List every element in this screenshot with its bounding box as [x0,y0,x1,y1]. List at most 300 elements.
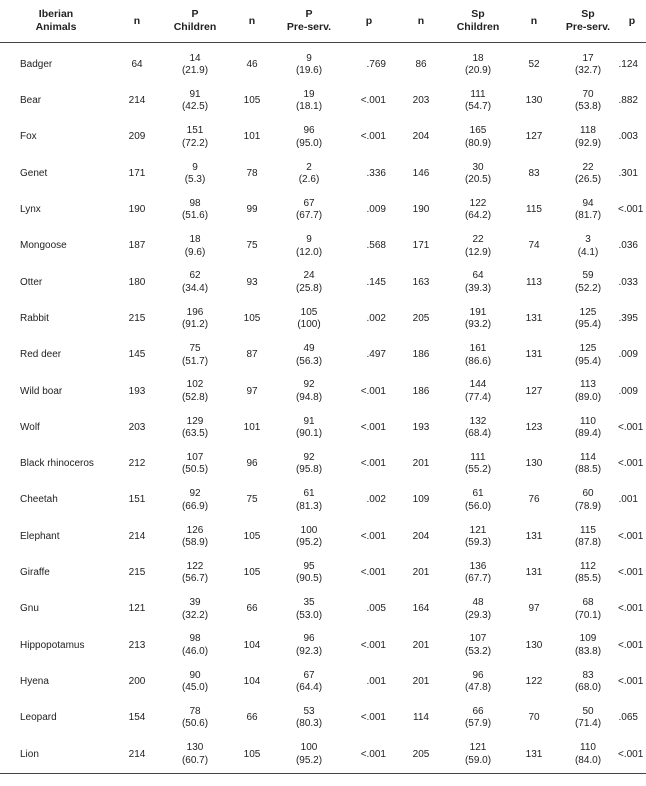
percent-value: (20.9) [464,65,492,77]
cell-p-value: .882 [618,95,638,107]
cell-p-value: <.001 [618,458,644,470]
cell-animal: Cheetah [20,494,58,506]
percent-value: (29.3) [464,609,492,621]
cell-n: 201 [412,458,430,470]
cell-sp-children [446,43,510,84]
percent-value: (72.2) [181,137,209,149]
cell-p-preserv [276,700,342,736]
count-value: 111 [470,88,486,100]
cell-n: 171 [128,167,146,179]
cell-sp-children [446,446,510,482]
count-value: 66 [472,705,484,717]
percent-value: (90.1) [295,428,323,440]
cell-n: 200 [128,675,146,687]
cell-n: 109 [412,494,430,506]
cell-n: 131 [525,530,543,542]
cell-n: 215 [128,312,146,324]
cell-n: 104 [243,675,261,687]
cell-n: 105 [243,312,261,324]
percent-value: (67.7) [464,573,492,585]
percent-value: (71.4) [574,718,602,730]
cell-n: 164 [412,603,430,615]
percent-value: (100) [297,319,321,331]
cell-p-children [162,555,228,591]
cell-n: 190 [412,204,430,216]
cell-n: 66 [246,712,258,724]
cell-n: 190 [128,204,146,216]
cell-p-value: .002 [366,494,386,506]
cell-n: 204 [412,131,430,143]
cell-sp-children [446,374,510,410]
count-value: 151 [186,125,204,137]
cell-p-preserv [276,410,342,446]
table-body [0,43,646,774]
cell-sp-preserv [558,374,618,410]
cell-n: 52 [528,58,540,70]
cell-n: 214 [128,95,146,107]
header-n: n [228,0,276,43]
count-value: 75 [189,343,201,355]
percent-value: (81.7) [574,210,602,222]
cell-n: 203 [128,421,146,433]
table-row [0,374,646,410]
cell-n: 104 [243,639,261,651]
count-value: 105 [300,306,318,318]
cell-p-value: <.001 [618,639,644,651]
count-value: 191 [469,306,487,318]
percent-value: (94.8) [295,391,323,403]
cell-n: 76 [528,494,540,506]
cell-n: 214 [128,530,146,542]
header-n: n [510,0,558,43]
cell-p-preserv [276,301,342,337]
table-row [0,337,646,373]
cell-p-value: <.001 [618,421,644,433]
count-value: 14 [189,52,201,64]
percent-value: (12.9) [464,246,492,258]
cell-n: 123 [525,421,543,433]
cell-p-value: <.001 [618,737,646,774]
cell-n: 87 [246,349,258,361]
table-row [0,700,646,736]
cell-n: 131 [510,737,558,774]
header-row [0,0,646,43]
count-value: 62 [189,270,201,282]
cell-n: 130 [525,458,543,470]
cell-p-children [162,265,228,301]
cell-n: 113 [526,276,542,288]
cell-n: 151 [128,494,146,506]
count-value: 17 [582,52,594,64]
percent-value: (59.0) [464,754,492,766]
cell-p-preserv [276,265,342,301]
cell-sp-children [446,265,510,301]
cell-sp-children [446,192,510,228]
cell-n: 86 [415,58,427,70]
header-p-value: p [618,0,646,43]
cell-p-value: .395 [618,312,638,324]
percent-value: (80.9) [464,137,492,149]
percent-value: (52.2) [574,282,602,294]
percent-value: (87.8) [574,537,602,548]
percent-value: (68.4) [464,428,492,440]
cell-animal: Wild boar [20,385,63,397]
percent-value: (64.4) [295,682,323,694]
cell-n: 64 [131,58,143,70]
table-row [0,519,646,555]
cell-sp-children [446,83,510,119]
count-value: 107 [186,451,204,463]
cell-n: 204 [412,530,430,542]
header-p-preserv: P Pre-serv. [276,0,342,43]
percent-value: (92.3) [295,645,323,657]
cell-n: 214 [112,737,162,774]
header-animals: Iberian Animals [0,0,112,43]
cell-animal: Fox [20,131,37,143]
cell-p-value: .009 [618,385,638,397]
cell-p-value: .003 [618,131,638,143]
percent-value: (32.7) [574,65,602,77]
cell-p-children [162,519,228,555]
percent-value: (57.9) [464,718,492,730]
percent-value: (64.2) [464,210,492,222]
percent-value: (46.0) [181,645,209,657]
cell-p-preserv [276,83,342,119]
cell-sp-preserv [558,628,618,664]
count-value: 107 [469,633,487,645]
cell-n: 97 [528,603,540,615]
count-value: 114 [580,451,596,463]
count-value: 53 [303,705,315,717]
cell-p-value: <.001 [360,530,386,542]
header-n: n [396,0,446,43]
count-value: 18 [472,52,484,64]
cell-n: 145 [128,349,146,361]
count-value: 98 [189,197,201,209]
count-value: 30 [472,161,484,173]
cell-n: 201 [412,675,430,687]
cell-p-preserv [276,337,342,373]
cell-p-preserv [276,43,342,84]
count-value: 118 [580,125,596,137]
percent-value: (47.8) [464,682,492,694]
cell-n: 78 [246,167,258,179]
cell-n: 75 [246,494,258,506]
percent-value: (85.5) [574,573,602,585]
cell-p-children [162,374,228,410]
cell-p-value: <.001 [360,421,386,433]
header-p-children: P Children [162,0,228,43]
count-value: 24 [303,270,315,282]
cell-sp-preserv [558,700,618,736]
percent-value: (56.0) [464,500,492,512]
cell-animal: Wolf [20,421,40,433]
percent-value: (59.3) [464,537,492,548]
cell-p-preserv [276,228,342,264]
table-row [0,120,646,156]
cell-p-value: <.001 [360,712,386,724]
percent-value: (52.8) [181,391,209,403]
cell-p-value: .124 [618,58,638,70]
cell-animal: Rabbit [20,312,49,324]
cell-sp-children [446,737,510,774]
percent-value: (51.7) [181,355,209,367]
cell-n: 105 [243,95,261,107]
count-value: 161 [469,343,487,355]
percent-value: (19.6) [295,65,323,77]
cell-p-value: .005 [366,603,386,615]
cell-p-preserv [276,591,342,627]
cell-n: 83 [528,167,540,179]
percent-value: (18.1) [295,101,323,113]
table-row [0,156,646,192]
cell-p-value: .009 [618,349,638,361]
count-value: 70 [582,88,594,100]
cell-sp-children [446,664,510,700]
cell-n: 186 [412,349,430,361]
table-row [0,483,646,519]
cell-n: 105 [243,567,261,579]
cell-animal: Genet [20,167,48,179]
percent-value: (68.0) [574,682,602,694]
percent-value: (86.6) [464,355,492,367]
cell-n: 146 [412,167,430,179]
percent-value: (88.5) [574,464,602,476]
cell-p-children [162,120,228,156]
cell-n: 171 [412,240,430,252]
percent-value: (56.3) [295,355,323,367]
percent-value: (53.2) [464,645,492,657]
cell-p-children [162,301,228,337]
count-value: 96 [303,633,315,645]
cell-p-preserv [276,374,342,410]
cell-animal: Black rhinoceros [20,458,94,470]
count-value: 35 [303,597,315,609]
cell-p-children [162,43,228,84]
count-value: 59 [582,270,594,282]
cell-sp-preserv [558,483,618,519]
cell-p-children [162,446,228,482]
count-value: 64 [472,270,484,282]
count-value: 92 [303,379,315,391]
cell-p-children [162,156,228,192]
cell-p-children [162,337,228,373]
count-value: 110 [580,742,596,754]
percent-value: (90.5) [295,573,323,585]
cell-animal: Leopard [20,712,57,724]
cell-p-children [162,737,228,774]
count-value: 9 [306,52,312,64]
cell-n: 97 [246,385,258,397]
cell-animal: Elephant [20,530,60,542]
percent-value: (2.6) [298,174,320,186]
table-row [0,555,646,591]
cell-sp-children [446,301,510,337]
cell-p-preserv [276,156,342,192]
cell-n: 105 [243,530,261,542]
count-value: 67 [303,197,315,209]
cell-sp-children [446,700,510,736]
cell-p-value: .301 [618,167,638,179]
table-row [0,192,646,228]
cell-n: 114 [413,712,429,724]
cell-n: 99 [246,204,258,216]
cell-n: 131 [525,349,543,361]
count-value: 126 [186,524,204,536]
count-value: 115 [580,524,596,536]
cell-n: 193 [412,421,430,433]
header-sp-children: Sp Children [446,0,510,43]
cell-p-value: <.001 [618,603,644,615]
cell-animal: Red deer [20,349,62,361]
cell-n: 74 [528,240,540,252]
cell-sp-children [446,483,510,519]
cell-sp-preserv [558,737,618,774]
count-value: 111 [470,451,486,463]
count-value: 50 [582,705,594,717]
count-value: 125 [579,343,597,355]
count-value: 96 [472,669,484,681]
count-value: 102 [186,379,204,391]
cell-p-value: <.001 [360,458,386,470]
cell-p-value: .065 [618,712,638,724]
cell-sp-children [446,120,510,156]
percent-value: (92.9) [574,137,602,149]
count-value: 132 [469,415,487,427]
cell-p-children [162,700,228,736]
percent-value: (60.7) [181,754,209,766]
percent-value: (80.3) [295,718,323,730]
table-row [0,43,646,84]
cell-sp-children [446,410,510,446]
count-value: 109 [579,633,597,645]
percent-value: (66.9) [181,500,209,512]
cell-p-value: .036 [618,240,638,252]
count-value: 121 [469,742,487,754]
percent-value: (55.2) [464,464,492,476]
percent-value: (95.4) [574,319,602,331]
table-row [0,628,646,664]
cell-sp-preserv [558,410,618,446]
cell-animal: Giraffe [20,567,50,579]
count-value: 61 [303,488,315,500]
cell-sp-children [446,628,510,664]
cell-animal: Otter [20,276,43,288]
header-p-value: p [342,0,396,43]
table-row [0,265,646,301]
cell-n: 209 [128,131,146,143]
cell-p-value: .497 [366,349,386,361]
count-value: 90 [189,669,201,681]
cell-p-value: .033 [618,276,638,288]
cell-n: 122 [525,675,543,687]
cell-n: 193 [128,385,146,397]
count-value: 110 [580,415,596,427]
count-value: 68 [582,597,594,609]
cell-n: 66 [246,603,258,615]
cell-sp-preserv [558,591,618,627]
count-value: 121 [469,524,487,536]
cell-sp-preserv [558,192,618,228]
percent-value: (50.5) [181,464,209,476]
cell-sp-children [446,555,510,591]
count-value: 94 [582,197,594,209]
cell-p-value: .769 [366,58,386,70]
cell-n: 121 [128,603,146,615]
count-value: 122 [186,560,204,572]
count-value: 48 [472,597,484,609]
cell-animal: Hippopotamus [20,639,85,651]
percent-value: (81.3) [295,500,323,512]
cell-n: 180 [128,276,146,288]
cell-n: 101 [243,131,261,143]
cell-p-preserv [276,664,342,700]
percent-value: (51.6) [181,210,209,222]
count-value: 92 [189,488,201,500]
count-value: 130 [186,742,204,754]
count-value: 129 [186,415,204,427]
table-row [0,228,646,264]
count-value: 83 [582,669,594,681]
percent-value: (4.1) [577,246,599,258]
percent-value: (56.7) [181,573,209,585]
count-value: 2 [306,161,312,173]
count-value: 67 [303,669,315,681]
cell-n: 101 [243,421,261,433]
cell-n: 46 [246,58,258,70]
table-row [0,83,646,119]
count-value: 61 [472,488,484,500]
count-value: 165 [469,125,487,137]
count-value: 144 [469,379,487,391]
cell-p-children [162,83,228,119]
cell-n: 130 [525,95,543,107]
cell-animal: Bear [20,95,42,107]
cell-n: 213 [128,639,146,651]
cell-p-preserv [276,519,342,555]
cell-sp-children [446,591,510,627]
cell-p-preserv [276,737,342,774]
cell-sp-preserv [558,301,618,337]
cell-p-preserv [276,628,342,664]
percent-value: (25.8) [295,282,323,294]
cell-sp-preserv [558,446,618,482]
percent-value: (93.2) [464,319,492,331]
cell-p-value: <.001 [618,567,644,579]
count-value: 9 [192,161,198,173]
cell-p-value: <.001 [342,737,396,774]
percent-value: (89.0) [574,391,602,403]
cell-p-value: <.001 [360,567,386,579]
table-row [0,591,646,627]
cell-p-children [162,591,228,627]
count-value: 113 [580,379,596,391]
percent-value: (70.1) [574,609,602,621]
cell-sp-preserv [558,555,618,591]
cell-n: 186 [412,385,430,397]
percent-value: (50.6) [181,718,209,730]
table-row [0,664,646,700]
cell-sp-children [446,337,510,373]
percent-value: (20.5) [464,174,492,186]
cell-sp-preserv [558,664,618,700]
cell-sp-preserv [558,228,618,264]
count-value: 125 [579,306,597,318]
cell-sp-children [446,156,510,192]
cell-sp-preserv [558,83,618,119]
cell-n: 205 [396,737,446,774]
table-header [0,0,646,43]
